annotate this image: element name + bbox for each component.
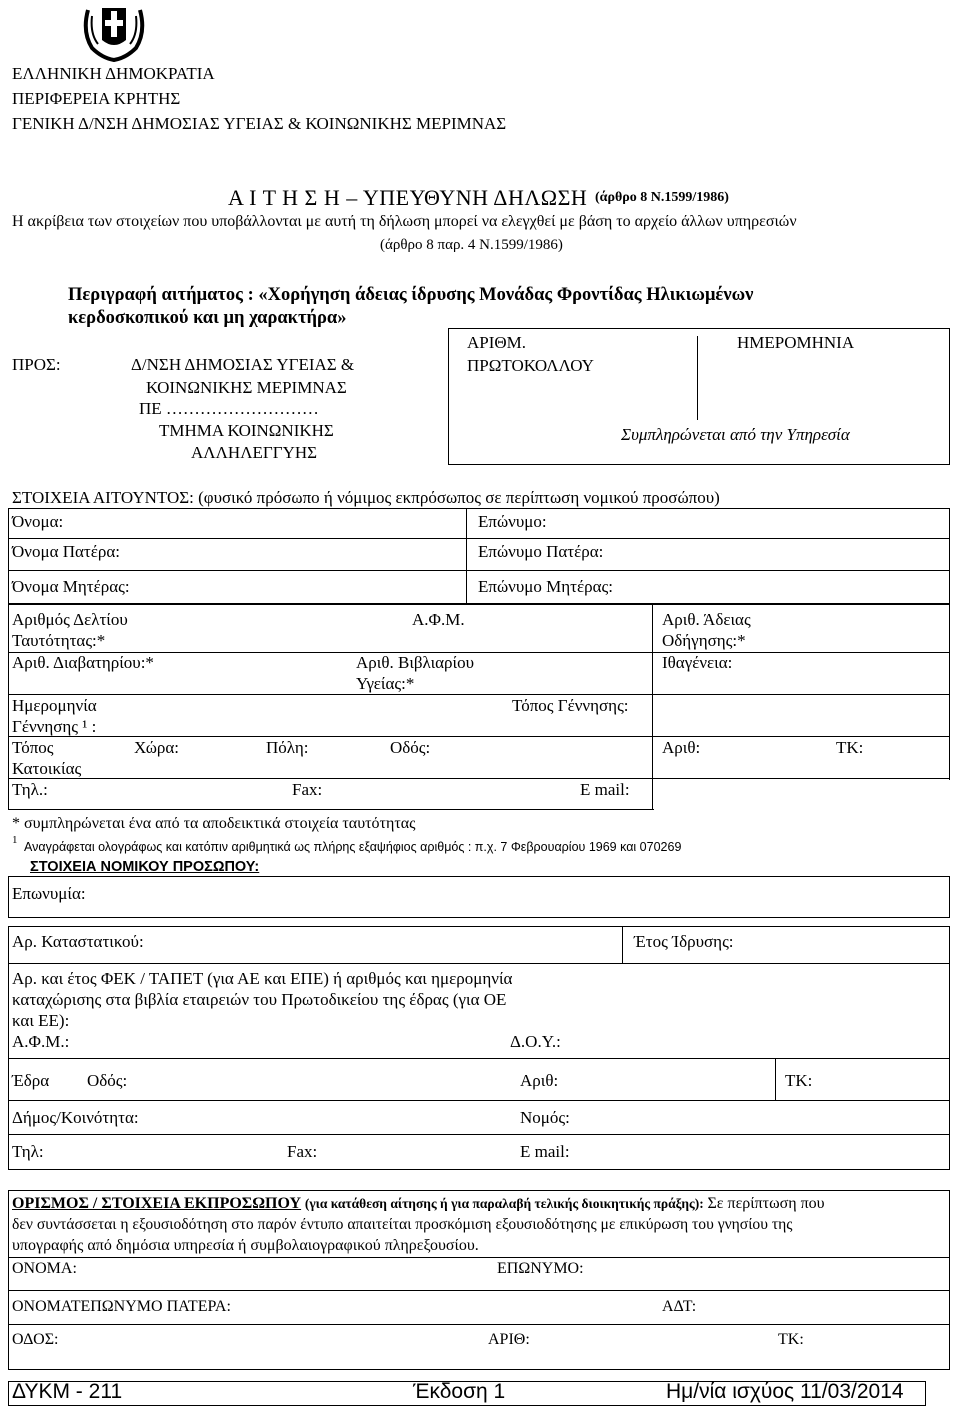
form-title: Α Ι Τ Η Σ Η – ΥΠΕΥΘΥΝΗ ΔΗΛΩΣΗ — [228, 185, 588, 210]
form-valid-date: Ημ/νία ισχύος 11/03/2014 — [666, 1380, 904, 1403]
row-divider — [8, 1290, 950, 1291]
legal-entity-name-box — [8, 876, 950, 918]
gazette-label-3: και ΕΕ): — [12, 1011, 70, 1030]
col-divider — [466, 508, 467, 604]
birthplace-field[interactable]: Τόπος Γέννησης: — [512, 696, 629, 715]
form-code: ΔΥΚΜ - 211 — [12, 1380, 123, 1403]
representative-heading-line — [12, 1195, 825, 1213]
header-line-3: ΓΕΝΙΚΗ Δ/ΝΣΗ ΔΗΜΟΣΙΑΣ ΥΓΕΙΑΣ & ΚΟΙΝΩΝΙΚΗΣ ΜΕΡΙΜΝΑΣ — [12, 114, 507, 133]
row-divider — [8, 736, 950, 737]
accuracy-note: Η ακρίβεια των στοιχείων που υποβάλλονται με αυτή τη δήλωση μπορεί να ελεγχθεί με βάση το αρχείο άλλων υπηρεσιών — [12, 213, 797, 230]
street-number-field[interactable]: Αριθ: — [662, 738, 701, 757]
mother-name-field[interactable]: Όνομα Μητέρας: — [12, 577, 130, 596]
rep-id-card-field[interactable]: ΑΔΤ: — [662, 1298, 697, 1315]
health-book-label-1[interactable]: Αριθ. Βιβλιαρίου — [356, 653, 475, 672]
row-divider — [8, 1257, 950, 1258]
protocol-divider — [697, 336, 698, 420]
footnote-marker: 1 — [12, 834, 18, 846]
driving-license-label-1[interactable]: Αριθ. Άδειας — [662, 610, 751, 629]
row-divider — [8, 694, 950, 695]
rep-street-field[interactable]: ΟΔΟΣ: — [12, 1331, 59, 1348]
passport-field[interactable]: Αριθ. Διαβατηρίου:* — [12, 653, 154, 672]
representative-text-2: δεν συντάσσεται η εξουσιοδότηση στο παρόν έντυπο απαιτείται προσκόμιση εξουσιοδότησης με επικύρωση του γνησίου της — [12, 1216, 793, 1233]
country-field[interactable]: Χώρα: — [134, 738, 180, 757]
company-email-field[interactable]: E mail: — [520, 1142, 570, 1161]
representative-text-1: Σε περίπτωση που — [707, 1195, 825, 1212]
recipient-line-1: Δ/ΝΣΗ ΔΗΜΟΣΙΑΣ ΥΓΕΙΑΣ & — [131, 355, 355, 374]
municipality-field[interactable]: Δήμος/Κοινότητα: — [12, 1108, 139, 1127]
col-divider — [775, 1058, 776, 1100]
company-phone-field[interactable]: Τηλ: — [12, 1142, 44, 1161]
fax-field[interactable]: Fax: — [292, 780, 323, 799]
law-reference: (άρθρο 8 Ν.1599/1986) — [595, 190, 729, 205]
applicant-heading-note: (φυσικό πρόσωπο ή νόμιμος εκπρόσωπος σε περίπτωση νομικού προσώπου) — [198, 488, 720, 507]
prefecture-field[interactable]: Νομός: — [520, 1108, 570, 1127]
row-divider — [8, 963, 950, 964]
surname-field[interactable]: Επώνυμο: — [478, 512, 547, 531]
company-street-field[interactable]: Οδός: — [87, 1071, 128, 1090]
rep-number-field[interactable]: ΑΡΙΘ: — [488, 1331, 530, 1348]
driving-license-label-2: Οδήγησης:* — [662, 631, 746, 650]
protocol-label: ΠΡΩΤΟΚΟΛΛΟΥ — [467, 356, 594, 375]
father-name-field[interactable]: Όνομα Πατέρα: — [12, 542, 121, 561]
seat-label: Έδρα — [12, 1071, 50, 1090]
col-divider — [652, 778, 653, 810]
street-field[interactable]: Οδός: — [390, 738, 431, 757]
filled-by-service-note: Συμπληρώνεται από την Υπηρεσία — [621, 425, 850, 444]
city-field[interactable]: Πόλη: — [266, 738, 309, 757]
identity-footnote: * συμπληρώνεται ένα από τα αποδεικτικά στοιχεία ταυτότητας — [12, 815, 416, 832]
row-divider — [8, 570, 950, 571]
nationality-field[interactable]: Ιθαγένεια: — [662, 653, 733, 672]
recipient-label: ΠΡΟΣ: — [12, 355, 61, 374]
recipient-line-5: ΑΛΛΗΛΕΓΓΥΗΣ — [191, 443, 318, 462]
representative-text-3: υπογραφής από δημόσια υπηρεσία ή συμβολαιογραφικού πληρεξουσίου. — [12, 1237, 479, 1254]
row-divider — [8, 1134, 950, 1135]
blank-cell-mask — [654, 780, 954, 812]
row-divider — [8, 1324, 950, 1325]
statute-number-field[interactable]: Αρ. Καταστατικού: — [12, 932, 144, 951]
residence-label-2: Κατοικίας — [12, 759, 82, 778]
recipient-line-3: ΠΕ ……………………… — [139, 399, 319, 418]
rep-surname-field[interactable]: ΕΠΩΝΥΜΟ: — [497, 1260, 584, 1277]
company-afm-field[interactable]: Α.Φ.Μ.: — [12, 1032, 70, 1051]
company-number-field[interactable]: Αριθ: — [520, 1071, 559, 1090]
header-line-1: ΕΛΛΗΝΙΚΗ ΔΗΜΟΚΡΑΤΙΑ — [12, 64, 215, 83]
father-surname-field[interactable]: Επώνυμο Πατέρα: — [478, 542, 604, 561]
id-card-label-1[interactable]: Αριθμός Δελτίου — [12, 610, 128, 629]
greek-emblem-logo — [78, 2, 150, 62]
row-divider — [8, 538, 950, 539]
row-divider — [8, 778, 950, 779]
company-zip-field[interactable]: ΤΚ: — [785, 1071, 813, 1090]
gazette-label-2: καταχώρισης στα βιβλία εταιρειών του Πρωτοδικείου της έδρας (για ΟΕ — [12, 990, 507, 1009]
birthdate-footnote: Αναγράφεται ολογράφως και κατόπιν αριθμητικά ως πλήρης εξαψήφιος αριθμός : π.χ. 7 Φεβρουαρίου 1969 και 070269 — [24, 840, 682, 854]
id-card-label-2: Ταυτότητας:* — [12, 631, 106, 650]
header-line-2: ΠΕΡΙΦΕΡΕΙΑ ΚΡΗΤΗΣ — [12, 89, 181, 108]
protocol-number-label: ΑΡΙΘΜ. — [467, 333, 527, 352]
founding-year-field[interactable]: Έτος Ίδρυσης: — [634, 932, 734, 951]
rep-name-field[interactable]: ΟΝΟΜΑ: — [12, 1260, 77, 1277]
first-name-field[interactable]: Όνομα: — [12, 512, 64, 531]
representative-heading-note: (για κατάθεση αίτησης ή για παραλαβή τελικής διοικητικής πράξης): — [304, 1196, 704, 1211]
row-divider — [8, 1100, 950, 1101]
recipient-line-2: ΚΟΙΝΩΝΙΚΗΣ ΜΕΡΙΜΝΑΣ — [146, 378, 347, 397]
email-field[interactable]: E mail: — [580, 780, 630, 799]
rep-zip-field[interactable]: ΤΚ: — [778, 1331, 804, 1348]
accuracy-reference: (άρθρο 8 παρ. 4 Ν.1599/1986) — [380, 237, 563, 253]
legal-entity-heading: ΣΤΟΙΧΕΙΑ ΝΟΜΙΚΟΥ ΠΡΟΣΩΠΟΥ: — [30, 859, 260, 875]
mother-surname-field[interactable]: Επώνυμο Μητέρας: — [478, 577, 613, 596]
date-label: ΗΜΕΡΟΜΗΝΙΑ — [737, 333, 855, 352]
row-divider — [8, 1058, 950, 1059]
company-fax-field[interactable]: Fax: — [287, 1142, 318, 1161]
company-name-field[interactable]: Επωνυμία: — [12, 884, 86, 903]
zip-code-field[interactable]: ΤΚ: — [836, 738, 864, 757]
health-book-label-2: Υγείας:* — [356, 674, 415, 693]
request-description-line-2: κερδοσκοπικού και μη χαρακτήρα» — [68, 308, 347, 328]
afm-field[interactable]: Α.Φ.Μ. — [412, 610, 465, 629]
rep-father-fullname-field[interactable]: ΟΝΟΜΑΤΕΠΩΝΥΜΟ ΠΑΤΕΡΑ: — [12, 1298, 231, 1315]
form-edition: Έκδοση 1 — [413, 1380, 506, 1403]
recipient-line-4: ΤΜΗΜΑ ΚΟΙΝΩΝΙΚΗΣ — [159, 421, 334, 440]
birthdate-label-2: Γέννησης ¹ : — [12, 717, 97, 736]
applicant-heading — [12, 488, 720, 508]
residence-label-1: Τόπος — [12, 738, 54, 757]
applicant-heading-title: ΣΤΟΙΧΕΙΑ ΑΙΤΟΥΝΤΟΣ: — [12, 488, 194, 507]
representative-heading: ΟΡΙΣΜΟΣ / ΣΤΟΙΧΕΙΑ ΕΚΠΡΟΣΩΠΟΥ — [12, 1195, 302, 1212]
request-description-line-1: Περιγραφή αιτήματος : «Χορήγηση άδειας ίδρυσης Μονάδας Φροντίδας Ηλικιωμένων — [68, 285, 754, 305]
company-doy-field[interactable]: Δ.Ο.Υ.: — [510, 1032, 561, 1051]
birthdate-label-1[interactable]: Ημερομηνία — [12, 696, 97, 715]
col-divider — [622, 926, 623, 963]
phone-field[interactable]: Τηλ.: — [12, 780, 48, 799]
gazette-label-1[interactable]: Αρ. και έτος ΦΕΚ / ΤΑΠΕΤ (για ΑΕ και ΕΠΕ) ή αριθμός και ημερομηνία — [12, 969, 513, 988]
